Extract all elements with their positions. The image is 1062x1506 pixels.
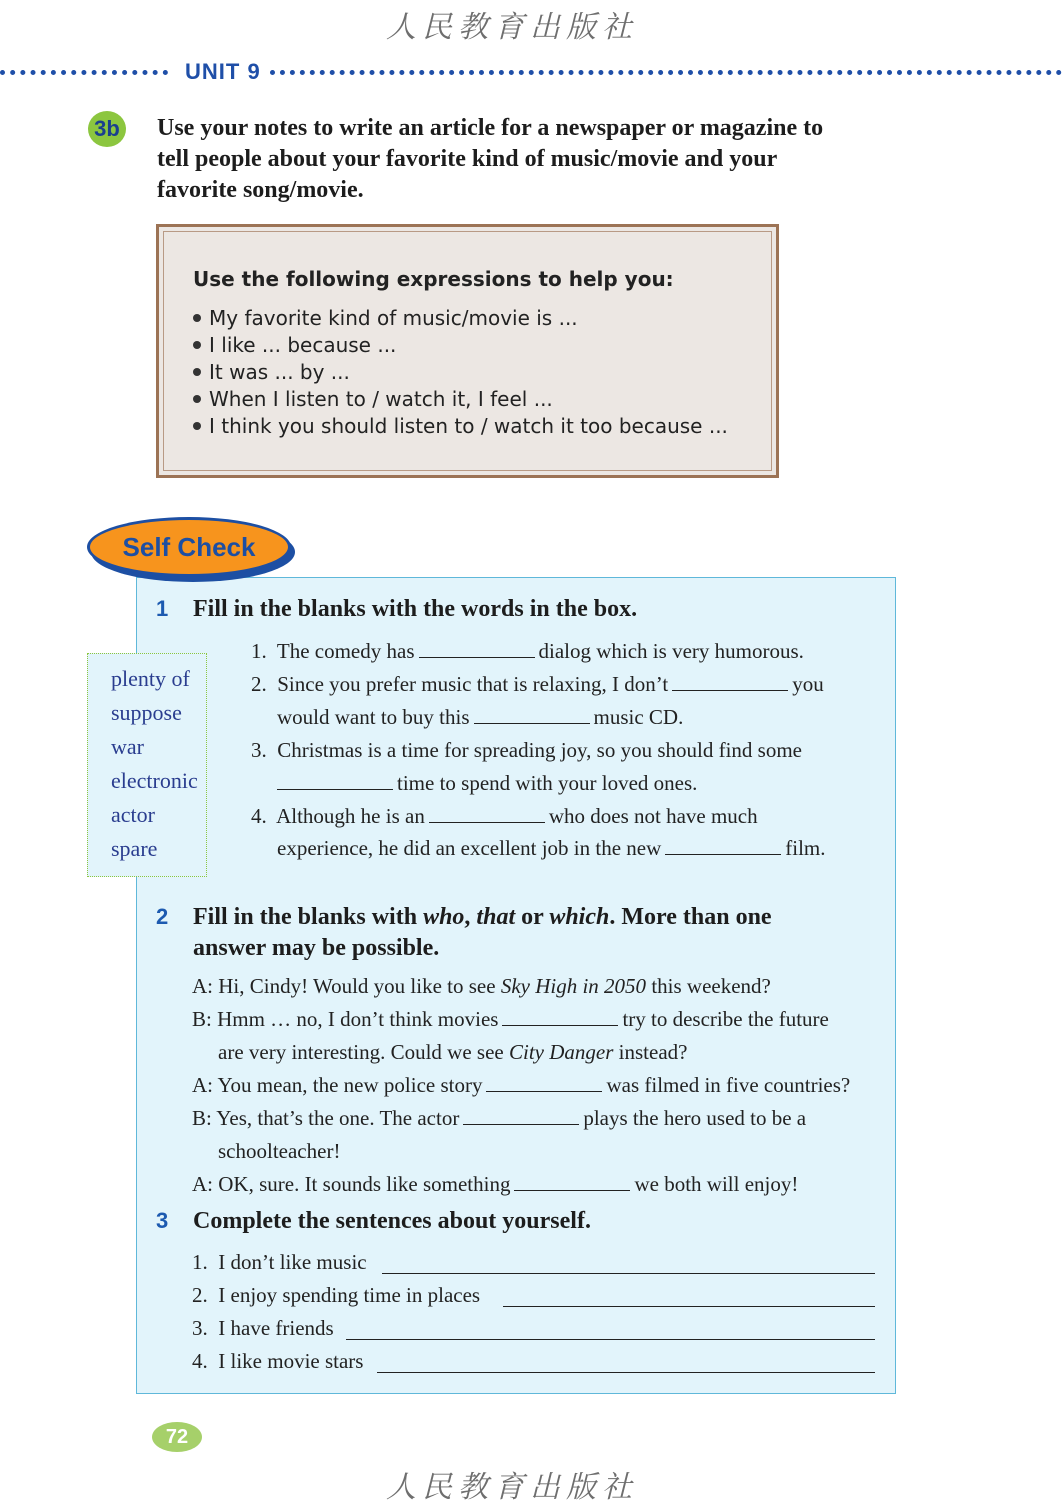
expression-item bbox=[193, 332, 728, 359]
answer-blank[interactable] bbox=[672, 672, 788, 691]
sentence-text: Christmas is a time for spreading joy, so you should find some bbox=[277, 738, 803, 762]
heading-text: or bbox=[515, 904, 550, 930]
exercise-1-line bbox=[251, 735, 802, 765]
bullet-icon bbox=[193, 341, 201, 349]
sentence-text: Although he is an bbox=[276, 804, 425, 828]
answer-blank[interactable] bbox=[474, 705, 590, 724]
word-box-item: suppose bbox=[111, 700, 182, 725]
item-number: 3. bbox=[192, 1316, 208, 1340]
instruction-line: Use your notes to write an article for a newspaper or magazine to bbox=[157, 115, 824, 141]
dialog-text: B: Yes, that’s the one. The actor bbox=[192, 1106, 460, 1130]
bullet-icon bbox=[193, 395, 201, 403]
exercise-1-line bbox=[251, 801, 758, 831]
answer-blank[interactable] bbox=[502, 1007, 618, 1026]
word-box-item: electronic bbox=[111, 768, 198, 793]
exercise-1-line bbox=[251, 669, 824, 699]
section-1-heading: Fill in the blanks with the words in the box. bbox=[193, 596, 638, 622]
expression-item bbox=[193, 305, 728, 332]
dialog-line bbox=[218, 1037, 687, 1067]
sentence-text: you bbox=[792, 672, 824, 696]
expressions-list bbox=[193, 305, 728, 440]
item-number: 1. bbox=[251, 639, 267, 663]
dialog-line bbox=[218, 1136, 340, 1166]
sentence-text: I have friends bbox=[218, 1316, 334, 1340]
bullet-icon bbox=[193, 368, 201, 376]
answer-line[interactable] bbox=[382, 1272, 875, 1274]
exercise-1-line bbox=[251, 636, 804, 666]
answer-blank[interactable] bbox=[277, 771, 393, 790]
section-3-heading: Complete the sentences about yourself. bbox=[193, 1208, 591, 1234]
section-3-number: 3 bbox=[156, 1208, 169, 1233]
answer-line[interactable] bbox=[377, 1371, 875, 1373]
sentence-text: would want to buy this bbox=[277, 705, 470, 729]
expression-item bbox=[193, 386, 728, 413]
heading-keyword: that bbox=[476, 904, 516, 930]
dialog-line bbox=[192, 971, 771, 1001]
self-check-title: Self Check bbox=[87, 517, 291, 577]
item-number: 2. bbox=[192, 1283, 208, 1307]
section-2-heading bbox=[193, 902, 883, 964]
exercise-1-line bbox=[273, 768, 697, 798]
movie-title: Sky High in 2050 bbox=[500, 974, 647, 998]
heading-line: answer may be possible. bbox=[193, 935, 440, 961]
heading-line bbox=[193, 902, 883, 933]
exercise-1-line bbox=[277, 702, 683, 732]
sentence-text: time to spend with your loved ones. bbox=[397, 771, 698, 795]
dialog-text: schoolteacher! bbox=[218, 1139, 341, 1163]
expression-text: When I listen to / watch it, I feel ... bbox=[209, 387, 553, 411]
heading-text: Fill in the blanks with bbox=[193, 904, 424, 930]
heading-keyword: which bbox=[549, 904, 610, 930]
sentence-text: Since you prefer music that is relaxing, I don’t bbox=[277, 672, 669, 696]
expressions-box bbox=[156, 224, 779, 478]
dialog-text: was filmed in five countries? bbox=[606, 1073, 851, 1097]
sentence-text: dialog which is very humorous. bbox=[538, 639, 804, 663]
item-number: 2. bbox=[251, 672, 267, 696]
expression-text: I like ... because ... bbox=[209, 333, 397, 357]
item-number: 4. bbox=[251, 804, 267, 828]
answer-line[interactable] bbox=[503, 1305, 875, 1307]
word-box-item: plenty of bbox=[111, 666, 190, 691]
expression-item bbox=[193, 359, 728, 386]
dialog-text: this weekend? bbox=[646, 974, 771, 998]
word-box bbox=[87, 653, 207, 877]
dialog-text: plays the hero used to be a bbox=[583, 1106, 807, 1130]
unit-label: UNIT 9 bbox=[185, 59, 261, 84]
activity-badge-3b: 3b bbox=[88, 111, 126, 147]
section-1-number: 1 bbox=[156, 596, 169, 621]
sentence-text: I don’t like music bbox=[218, 1250, 367, 1274]
dialog-text: try to describe the future bbox=[622, 1007, 829, 1031]
instruction-line: tell people about your favorite kind of music/movie and your bbox=[157, 146, 778, 172]
dialog-text: we both will enjoy! bbox=[634, 1172, 799, 1196]
item-number: 3. bbox=[251, 738, 267, 762]
expression-text: I think you should listen to / watch it too because ... bbox=[209, 414, 728, 438]
word-box-item: spare bbox=[111, 836, 158, 861]
word-box-item: actor bbox=[111, 802, 155, 827]
publisher-watermark-top: 人民教育出版社 bbox=[386, 10, 638, 45]
answer-blank[interactable] bbox=[514, 1172, 630, 1191]
sentence-text: experience, he did an excellent job in the new bbox=[277, 836, 662, 860]
exercise-3-line bbox=[192, 1346, 363, 1376]
item-number: 1. bbox=[192, 1250, 208, 1274]
exercise-3-line bbox=[192, 1313, 334, 1343]
dialog-text: are very interesting. Could we see bbox=[218, 1040, 509, 1064]
dialog-text: A: OK, sure. It sounds like something bbox=[192, 1172, 511, 1196]
bullet-icon bbox=[193, 422, 201, 430]
dialog-text: instead? bbox=[613, 1040, 688, 1064]
sentence-text: I like movie stars bbox=[218, 1349, 364, 1373]
answer-blank[interactable] bbox=[419, 639, 535, 658]
dialog-line bbox=[192, 1004, 829, 1034]
expression-text: My favorite kind of music/movie is ... bbox=[209, 306, 578, 330]
page-number: 72 bbox=[152, 1422, 202, 1452]
section-2-number: 2 bbox=[156, 904, 169, 929]
heading-text: , bbox=[464, 904, 477, 930]
dialog-line bbox=[192, 1103, 806, 1133]
answer-blank[interactable] bbox=[486, 1073, 602, 1092]
sentence-text: film. bbox=[785, 836, 826, 860]
heading-text: . More than one bbox=[609, 904, 772, 930]
answer-line[interactable] bbox=[346, 1338, 875, 1340]
header-dotted-rule-left bbox=[0, 70, 168, 75]
expression-item bbox=[193, 413, 728, 440]
sentence-text: music CD. bbox=[593, 705, 684, 729]
dialog-line bbox=[192, 1070, 850, 1100]
answer-blank[interactable] bbox=[429, 804, 545, 823]
instruction-line: favorite song/movie. bbox=[157, 177, 364, 203]
exercise-3-line bbox=[192, 1280, 480, 1310]
expression-text: It was ... by ... bbox=[209, 360, 350, 384]
dialog-text: A: Hi, Cindy! Would you like to see bbox=[192, 974, 501, 998]
bullet-icon bbox=[193, 314, 201, 322]
sentence-text: The comedy has bbox=[276, 639, 415, 663]
answer-blank[interactable] bbox=[665, 836, 781, 855]
exercise-1-line bbox=[277, 833, 826, 863]
sentence-text: who does not have much bbox=[548, 804, 758, 828]
heading-keyword: who bbox=[423, 904, 465, 930]
dialog-text: B: Hmm … no, I don’t think movies bbox=[192, 1007, 499, 1031]
answer-blank[interactable] bbox=[463, 1106, 579, 1125]
movie-title: City Danger bbox=[509, 1040, 614, 1064]
activity-3b-instruction bbox=[157, 113, 957, 206]
dialog-line bbox=[192, 1169, 798, 1199]
publisher-watermark-bottom: 人民教育出版社 bbox=[386, 1470, 638, 1505]
sentence-text: I enjoy spending time in places bbox=[218, 1283, 481, 1307]
dialog-text: A: You mean, the new police story bbox=[192, 1073, 483, 1097]
expressions-title: Use the following expressions to help you: bbox=[193, 267, 674, 291]
item-number: 4. bbox=[192, 1349, 208, 1373]
exercise-3-line bbox=[192, 1247, 367, 1277]
header-dotted-rule-right bbox=[270, 70, 1062, 75]
word-box-item: war bbox=[111, 734, 144, 759]
